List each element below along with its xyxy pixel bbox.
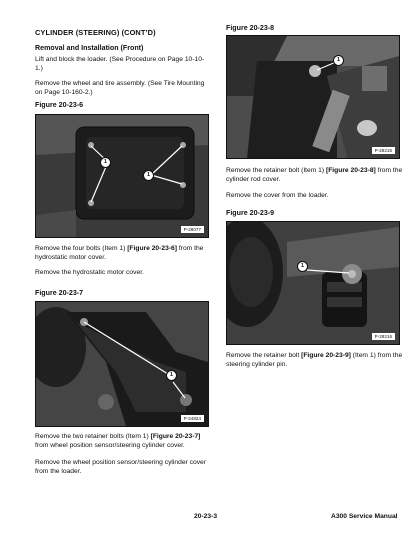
text: Remove the two retainer bolts (Item 1) <box>35 433 151 440</box>
paragraph-remove-motor-cover: Remove the hydrostatic motor cover. <box>35 269 144 276</box>
text: Remove the retainer bolt (Item 1) <box>226 167 326 174</box>
paragraph-remove-bolts <box>35 245 207 263</box>
section-title: CYLINDER (STEERING) (CONT’D) <box>35 28 156 37</box>
text: from the cylinder rod cover. <box>226 167 403 183</box>
paragraph-remove-cover: Remove the cover from the loader. <box>226 192 329 199</box>
text: Remove the four bolts (Item 1) <box>35 245 128 252</box>
text: from wheel position sensor/steering cylinder cover. <box>35 441 185 449</box>
subhead-removal: Removal and Installation (Front) <box>35 44 144 52</box>
paragraph-remove-pin-bolt <box>226 352 404 370</box>
figure-reference: [Figure 20-23-7] <box>150 433 201 440</box>
paragraph-remove-sensor-cover: Remove the wheel position sensor/steering cylinder cover from the loader. <box>35 459 206 475</box>
photo-number: P-24824 <box>181 415 204 422</box>
paragraph-remove-retainer-bolts <box>35 433 207 451</box>
photo-number: P-28077 <box>181 226 204 233</box>
callout-1: 1 <box>143 170 154 181</box>
text: Remove the retainer bolt <box>226 352 302 359</box>
figure-reference: [Figure 20-23-8] <box>325 167 376 174</box>
callout-1: 1 <box>166 370 177 381</box>
paragraph-remove-rod-cover-bolt <box>226 167 404 185</box>
figure-photo-20-23-7 <box>35 301 209 427</box>
paragraph-remove-wheel: Remove the wheel and tire assembly. (See Tire Mounting on Page 10-160-2.) <box>35 80 205 96</box>
text: (Item 1) from the steering cylinder pin. <box>226 352 403 368</box>
figure-label-20-23-8: Figure 20-23-8 <box>226 24 275 32</box>
manual-title: A300 Service Manual <box>331 513 398 520</box>
figure-reference: [Figure 20-23-9] <box>301 352 351 359</box>
callout-1: 1 <box>333 55 344 66</box>
page-number: 20-23-3 <box>194 513 218 520</box>
photo-number: P-28216 <box>372 333 395 340</box>
figure-reference: [Figure 20-23-6] <box>127 245 177 252</box>
callout-1: 1 <box>100 157 111 168</box>
figure-photo-20-23-6 <box>35 114 209 238</box>
figure-photo-20-23-8 <box>226 35 400 159</box>
text: from the hydrostatic motor cover. <box>35 245 204 261</box>
figure-label-20-23-9: Figure 20-23-9 <box>226 209 275 217</box>
callout-1: 1 <box>297 261 308 272</box>
photo-number: P-28215 <box>372 147 395 154</box>
figure-label-20-23-6: Figure 20-23-6 <box>35 101 84 109</box>
figure-label-20-23-7: Figure 20-23-7 <box>35 289 84 297</box>
paragraph-lift-block: Lift and block the loader. (See Procedure on Page 10-10-1.) <box>35 56 205 72</box>
figure-photo-20-23-9 <box>226 221 400 345</box>
